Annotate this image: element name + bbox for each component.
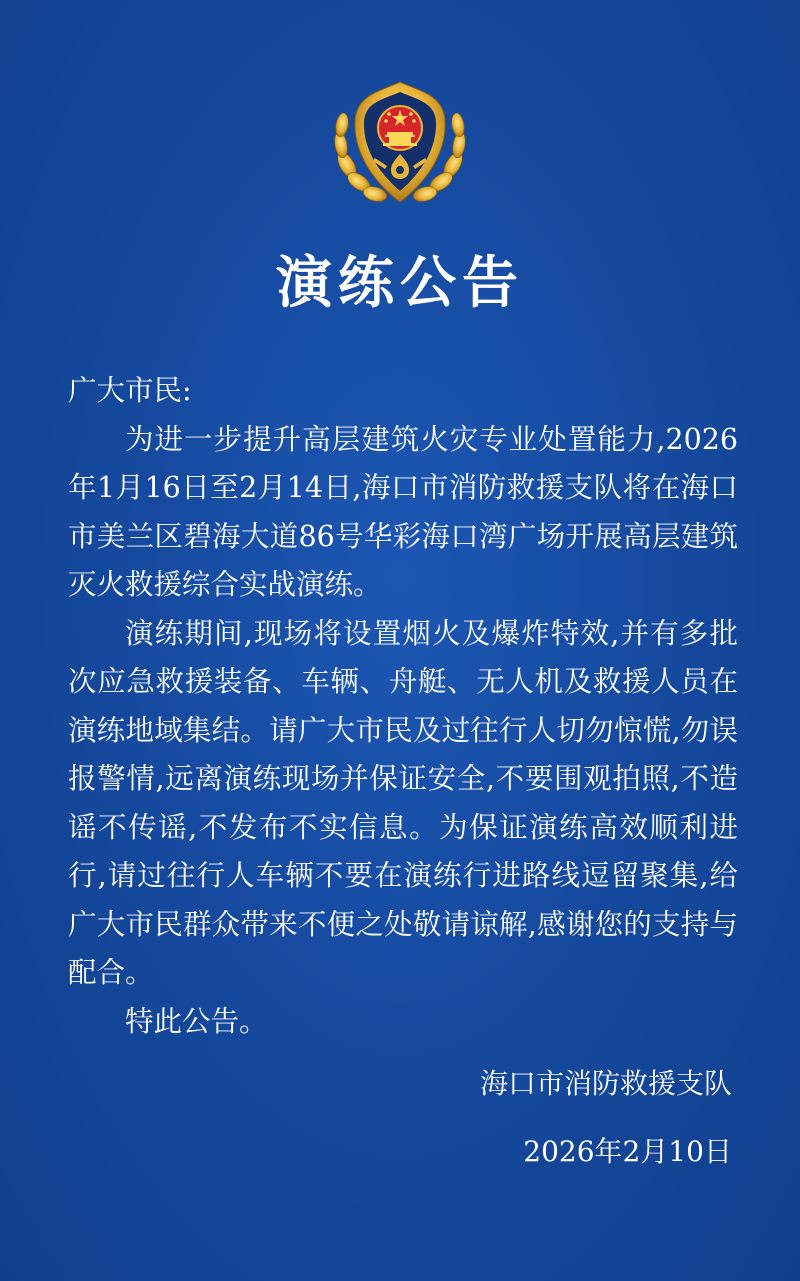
closing-line: 特此公告。: [125, 1004, 268, 1038]
signature: 海口市消防救援支队: [479, 1067, 732, 1100]
notice-body: [68, 367, 738, 1046]
paragraph-2: 演练期间,现场将设置烟火及爆炸特效,并有多批次应急救援装备、车辆、舟艇、无人机及救援人员在演练地域集结。请广大市民及过往行人切勿惊慌,勿误报警情,远离演练现场并保证安全,不要围观拍照,不造谣不传谣,不发布不实信息。为保证演练高效顺利进行,请过往行人车辆不要在演练行进路线逗留聚集,给广大市民群众带来不便之处敬请谅解,感谢您的支持与配合。: [68, 616, 738, 989]
salutation: 广大市民:: [68, 374, 192, 407]
page-title: 演练公告: [276, 250, 524, 316]
date: 2026年2月10日: [523, 1135, 732, 1168]
paragraph-1: 为进一步提升高层建筑火灾专业处置能力,2026年1月16日至2月14日,海口市消防救援支队将在海口市美兰区碧海大道86号华彩海口湾广场开展高层建筑灭火救援综合实战演练。: [68, 422, 738, 601]
fire-rescue-emblem-icon: [325, 70, 475, 220]
